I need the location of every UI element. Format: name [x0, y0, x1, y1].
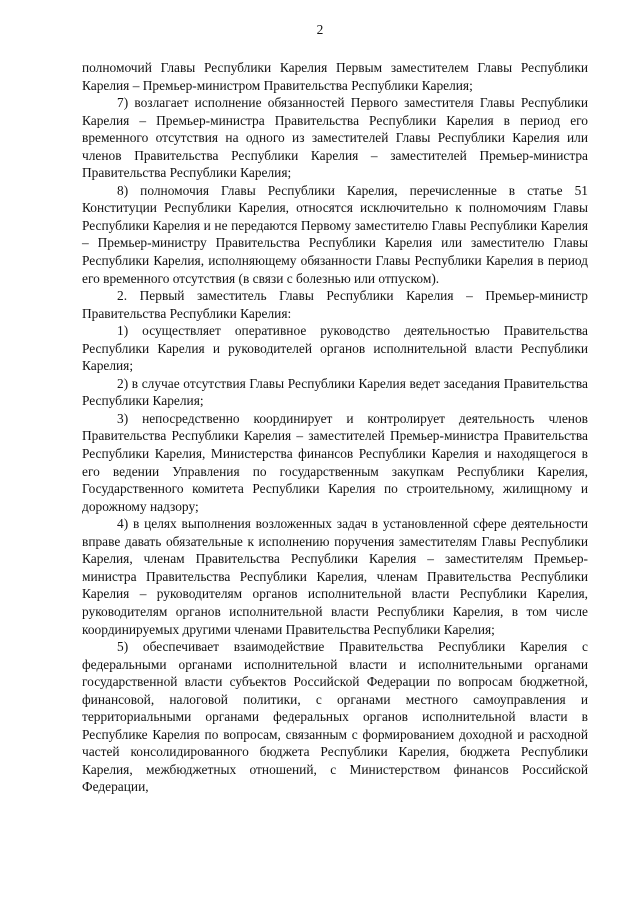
paragraph-2-item-4: 4) в целях выполнения возложенных задач в установленной сфере деятельности вправе давать обязательные к исполнению поручения заместителям Главы Республики Карелия, членам Правительства Республики Карелия – заместителям Премьер-министра Правительства Республики Карелия, членам Правительства Республики Карелия – руководителям органов исполнительной власти Республики Карелия, руководителям органов исполнительной власти Республики Карелия, в том числе координируемых другими членами Правительства Республики Карелия;: [82, 516, 588, 637]
paragraph-2-item-3: 3) непосредственно координирует и контролирует деятельность членов Правительства Республики Карелия – заместителей Премьер-министра Правительства Республики Карелия, Министерства финансов Республики Карелия и находящегося в его ведении Управления по государственным закупкам Республики Карелия, Государственного комитета Республики Карелия по строительному, жилищному и дорожному надзору;: [82, 410, 588, 514]
paragraph-item-7: 7) возлагает исполнение обязанностей Первого заместителя Главы Республики Карелия – Премьер-министра Правительства Республики Карелия в период его временного отсутствия на одного из заместителей Главы Республики Карелия или членов Правительства Республики Карелия – заместителей Премьер-министра Правительства Республики Карелия;: [82, 95, 588, 181]
page-number: 2: [316, 22, 324, 37]
paragraph-2-item-5: 5) обеспечивает взаимодействие Правительства Республики Карелия с федеральными органами исполнительной власти и исполнительными органами государственной власти субъектов Российской Федерации по вопросам бюджетной, финансовой, налоговой политики, с органами местного самоуправления и территориальными органами федеральных органов исполнительной власти в Республике Карелия по вопросам, связанным с формированием доходной и расходной частей консолидированного бюджета Республики Карелия, бюджета Республики Карелия, межбюджетных отношений, с Министерством финансов Российской Федерации,: [82, 639, 588, 795]
paragraph-2-item-1: 1) осуществляет оперативное руководство деятельностью Правительства Республики Карелия и руководителей органов исполнительной власти Республики Карелия;: [82, 323, 588, 374]
paragraph-continuation: полномочий Главы Республики Карелия Первым заместителем Главы Республики Карелия – Премьер-министром Правительства Республики Карелия;: [82, 60, 588, 93]
section-2-heading: 2. Первый заместитель Главы Республики Карелия – Премьер-министр Правительства Республики Карелия:: [82, 288, 588, 321]
paragraph-item-8: 8) полномочия Главы Республики Карелия, перечисленные в статье 51 Конституции Республики Карелия, относятся исключительно к полномочиям Главы Республики Карелия и не передаются Первому заместителю Главы Республики Карелия – Премьер-министру Правительства Республики Карелия или заместителю Главы Республики Карелия, исполняющему обязанности Главы Республики Карелия в период его временного отсутствия (в связи с болезнью или отпуском).: [82, 182, 588, 286]
paragraph-2-item-2: 2) в случае отсутствия Главы Республики Карелия ведет заседания Правительства Республики Карелия;: [82, 375, 588, 409]
document-body: [82, 59, 588, 796]
